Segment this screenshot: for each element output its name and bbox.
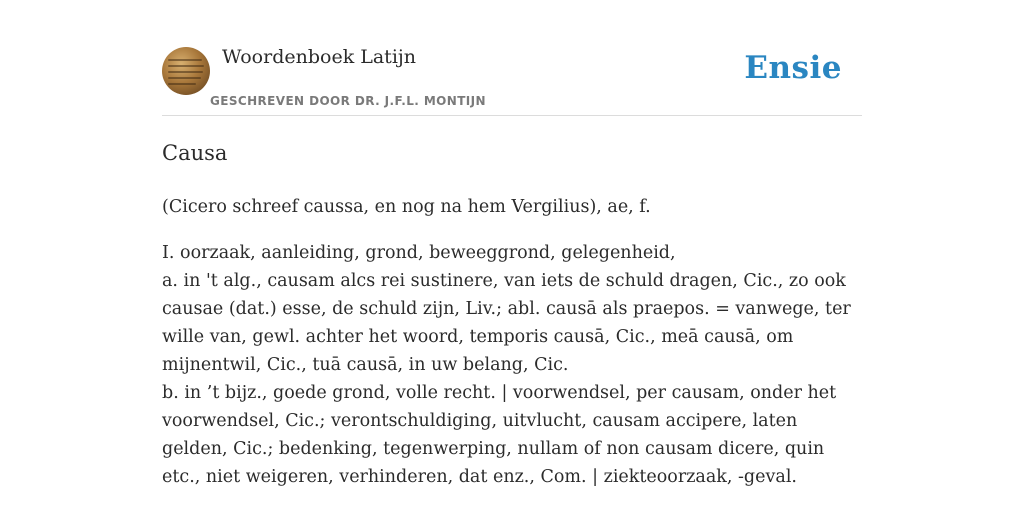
entry-line: a. in 't alg., causam alcs rei sustinere, van iets de schuld dragen, Cic., zo ook causae (dat.) esse, de schuld zijn, Liv.; abl. causā als praepos. = vanwege, ter wille van, gewl. achter het woord, temporis causā, Cic., meā causā, om mijnentwil, Cic., tuā causā, in uw belang, Cic. (162, 271, 851, 375)
entry-content (162, 193, 867, 491)
brand-logo[interactable]: Ensie (744, 50, 842, 86)
book-title[interactable]: Woordenboek Latijn (222, 46, 417, 68)
entry-line: b. in ’t bijz., goede grond, volle recht. | voorwendsel, per causam, onder het voorwendsel, Cic.; verontschuldiging, uitvlucht, causam accipere, laten gelden, Cic.; bedenking, tegenwerping, nullam of non causam dicere, quin etc., niet weigeren, verhinderen, dat enz., Com. | ziekteoorzaak, -geval. (162, 383, 837, 487)
page-header (162, 44, 862, 116)
entry-title: Causa (162, 141, 228, 165)
author-line: GESCHREVEN DOOR DR. J.F.L. MONTIJN (210, 94, 486, 108)
book-avatar[interactable] (162, 47, 210, 95)
entry-line: I. oorzaak, aanleiding, grond, beweeggrond, gelegenheid, (162, 243, 676, 263)
entry-intro: (Cicero schreef caussa, en nog na hem Vergilius), ae, f. (162, 197, 651, 217)
header-divider (162, 115, 862, 116)
